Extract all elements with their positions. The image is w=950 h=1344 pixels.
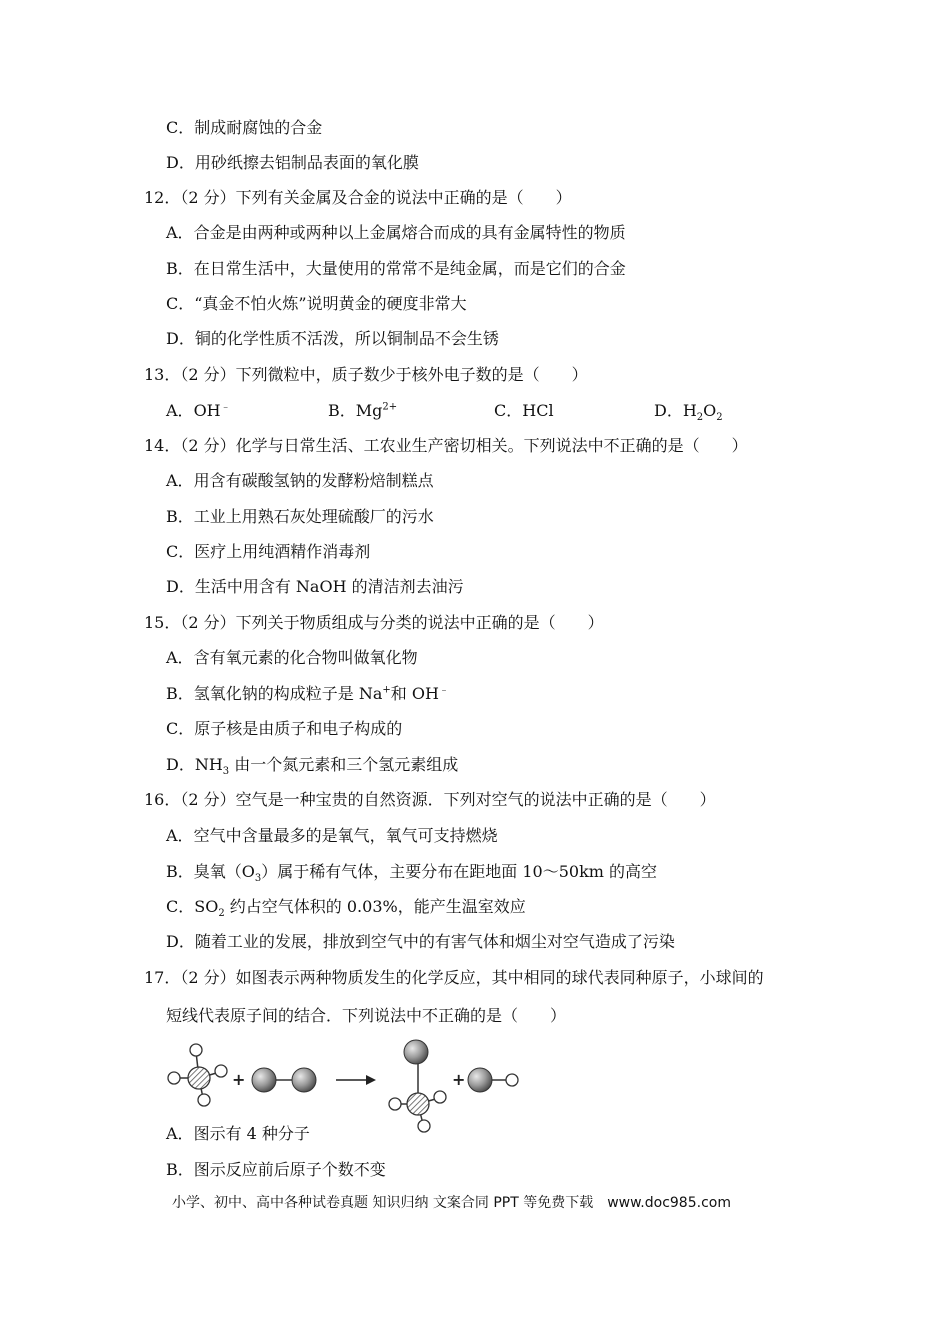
formula-subscript: 3 [222, 766, 230, 778]
reaction-arrow-icon [336, 1075, 376, 1085]
option-letter: B． [328, 401, 356, 420]
formula-base: Mg [355, 401, 383, 420]
option-text: 用含有碳酸氢钠的发酵粉焙制糕点 [193, 471, 434, 490]
option-text: 臭氧（O [193, 862, 255, 881]
option-letter: C． [166, 294, 195, 313]
option-text: 约占空气体积的 0.03%，能产生温室效应 [224, 897, 526, 916]
option-text: 原子核是由质子和电子构成的 [194, 719, 403, 738]
option-letter: A． [166, 471, 194, 490]
formula-base: HCl [522, 401, 554, 420]
formula-base-2: O [703, 401, 717, 420]
ion-charge-2: ﹣ [438, 684, 449, 696]
option-letter: A． [166, 401, 194, 420]
option-letter: A． [166, 648, 194, 667]
option-letter: A． [166, 223, 194, 242]
product-molecule-1 [389, 1040, 446, 1132]
q12-option-b [166, 259, 626, 279]
q12-stem: 12．（2 分）下列有关金属及合金的说法中正确的是（ ） [144, 188, 572, 207]
formula-subscript: 3 [254, 873, 262, 885]
option-letter: B． [166, 259, 194, 278]
q13-option-a [166, 401, 231, 421]
q11-option-d [166, 153, 419, 173]
ion-charge: + [382, 684, 391, 696]
option-text: 随着工业的发展，排放到空气中的有害气体和烟尘对空气造成了污染 [194, 932, 675, 951]
option-letter: D． [166, 932, 195, 951]
product-molecule-2 [468, 1068, 518, 1092]
q15-stem: 15．（2 分）下列关于物质组成与分类的说法中正确的是（ ） [144, 613, 604, 632]
option-text: 医疗上用纯酒精作消毒剂 [194, 542, 371, 561]
formula-charge: 2+ [382, 401, 398, 413]
formula-base: H [682, 401, 697, 420]
option-text: 生活中用含有 NaOH 的清洁剂去油污 [194, 577, 464, 596]
q17-option-a [166, 1124, 310, 1144]
option-text: “真金不怕火炼”说明黄金的硬度非常大 [194, 294, 467, 313]
formula-subscript: 2 [218, 908, 225, 920]
option-text: 图示有 4 种分子 [193, 1124, 310, 1143]
q15-option-d [166, 755, 459, 778]
q15-option-a [166, 648, 418, 668]
option-letter: D． [166, 329, 195, 348]
option-text-post: ）属于稀有气体，主要分布在距地面 10～50km 的高空 [261, 862, 658, 881]
q17-option-b [166, 1160, 386, 1180]
option-letter: A． [166, 826, 194, 845]
q11-option-c [166, 118, 322, 138]
option-letter: C． [166, 897, 195, 916]
option-text-mid: 和 OH [390, 684, 439, 703]
q16-option-a [166, 826, 498, 846]
reaction-diagram-svg [162, 1036, 532, 1136]
q12-option-c [166, 294, 467, 314]
option-letter: B． [166, 507, 194, 526]
option-letter: C． [166, 542, 195, 561]
q16-option-b [166, 862, 658, 885]
option-text: 空气中含量最多的是氧气，氧气可支持燃烧 [193, 826, 498, 845]
q15-option-c [166, 719, 402, 739]
q17-stem-line1: 17．（2 分）如图表示两种物质发生的化学反应，其中相同的球代表同种原子，小球间的 [144, 968, 764, 987]
option-letter: C． [166, 118, 195, 137]
option-text: 含有氧元素的化合物叫做氧化物 [193, 648, 418, 667]
q15-option-b [166, 684, 449, 704]
option-text: 用砂纸擦去铝制品表面的氧化膜 [194, 153, 419, 172]
option-text: 合金是由两种或两种以上金属熔合而成的具有金属特性的物质 [193, 223, 626, 242]
q13-option-b [328, 401, 397, 421]
q14-option-c [166, 542, 370, 562]
plus-sign-1: + [232, 1070, 246, 1089]
option-letter: C． [166, 719, 195, 738]
formula-base: SO [194, 897, 219, 916]
option-letter: A． [166, 1124, 194, 1143]
option-letter: D． [166, 153, 195, 172]
formula-base: NH [194, 755, 223, 774]
q13-stem: 13．（2 分）下列微粒中，质子数少于核外电子数的是（ ） [144, 365, 588, 384]
q17-stem-line2: 短线代表原子间的结合．下列说法中不正确的是（ ） [166, 1006, 567, 1025]
reactant-molecule-1 [168, 1044, 227, 1106]
formula-base: OH [193, 401, 221, 420]
option-text: 图示反应前后原子个数不变 [193, 1160, 386, 1179]
q13-option-c [494, 401, 554, 421]
option-text: 铜的化学性质不活泼，所以铜制品不会生锈 [194, 329, 499, 348]
option-letter: B． [166, 1160, 194, 1179]
option-text: 工业上用熟石灰处理硫酸厂的污水 [193, 507, 434, 526]
option-letter: B． [166, 684, 194, 703]
plus-sign-2: + [452, 1070, 466, 1089]
q16-stem: 16．（2 分）空气是一种宝贵的自然资源．下列对空气的说法中正确的是（ ） [144, 790, 716, 809]
q14-option-a [166, 471, 434, 491]
q14-stem: 14．（2 分）化学与日常生活、工农业生产密切相关。下列说法中不正确的是（ ） [144, 436, 748, 455]
q14-option-d [166, 577, 464, 597]
formula-subscript: 2 [696, 412, 704, 424]
option-letter: C． [494, 401, 523, 420]
option-letter: B． [166, 862, 194, 881]
option-text: 在日常生活中，大量使用的常常不是纯金属，而是它们的合金 [193, 259, 626, 278]
reactant-molecule-2 [252, 1068, 316, 1092]
q16-option-c [166, 897, 526, 920]
page-footer: 小学、初中、高中各种试卷真题 知识归纳 文案合同 PPT 等免费下载 www.doc985.com [172, 1195, 731, 1211]
option-text: 制成耐腐蚀的合金 [194, 118, 323, 137]
option-letter: D． [166, 755, 195, 774]
option-text: 氢氧化钠的构成粒子是 Na [193, 684, 383, 703]
formula-charge: ﹣ [220, 401, 231, 413]
q16-option-d [166, 932, 675, 952]
q13-option-d [654, 401, 723, 424]
q12-option-a [166, 223, 626, 243]
q12-option-d [166, 329, 499, 349]
option-text: 由一个氮元素和三个氢元素组成 [229, 755, 459, 774]
formula-subscript-2: 2 [716, 412, 723, 424]
option-letter: D． [166, 577, 195, 596]
option-letter: D． [654, 401, 683, 420]
q14-option-b [166, 507, 434, 527]
